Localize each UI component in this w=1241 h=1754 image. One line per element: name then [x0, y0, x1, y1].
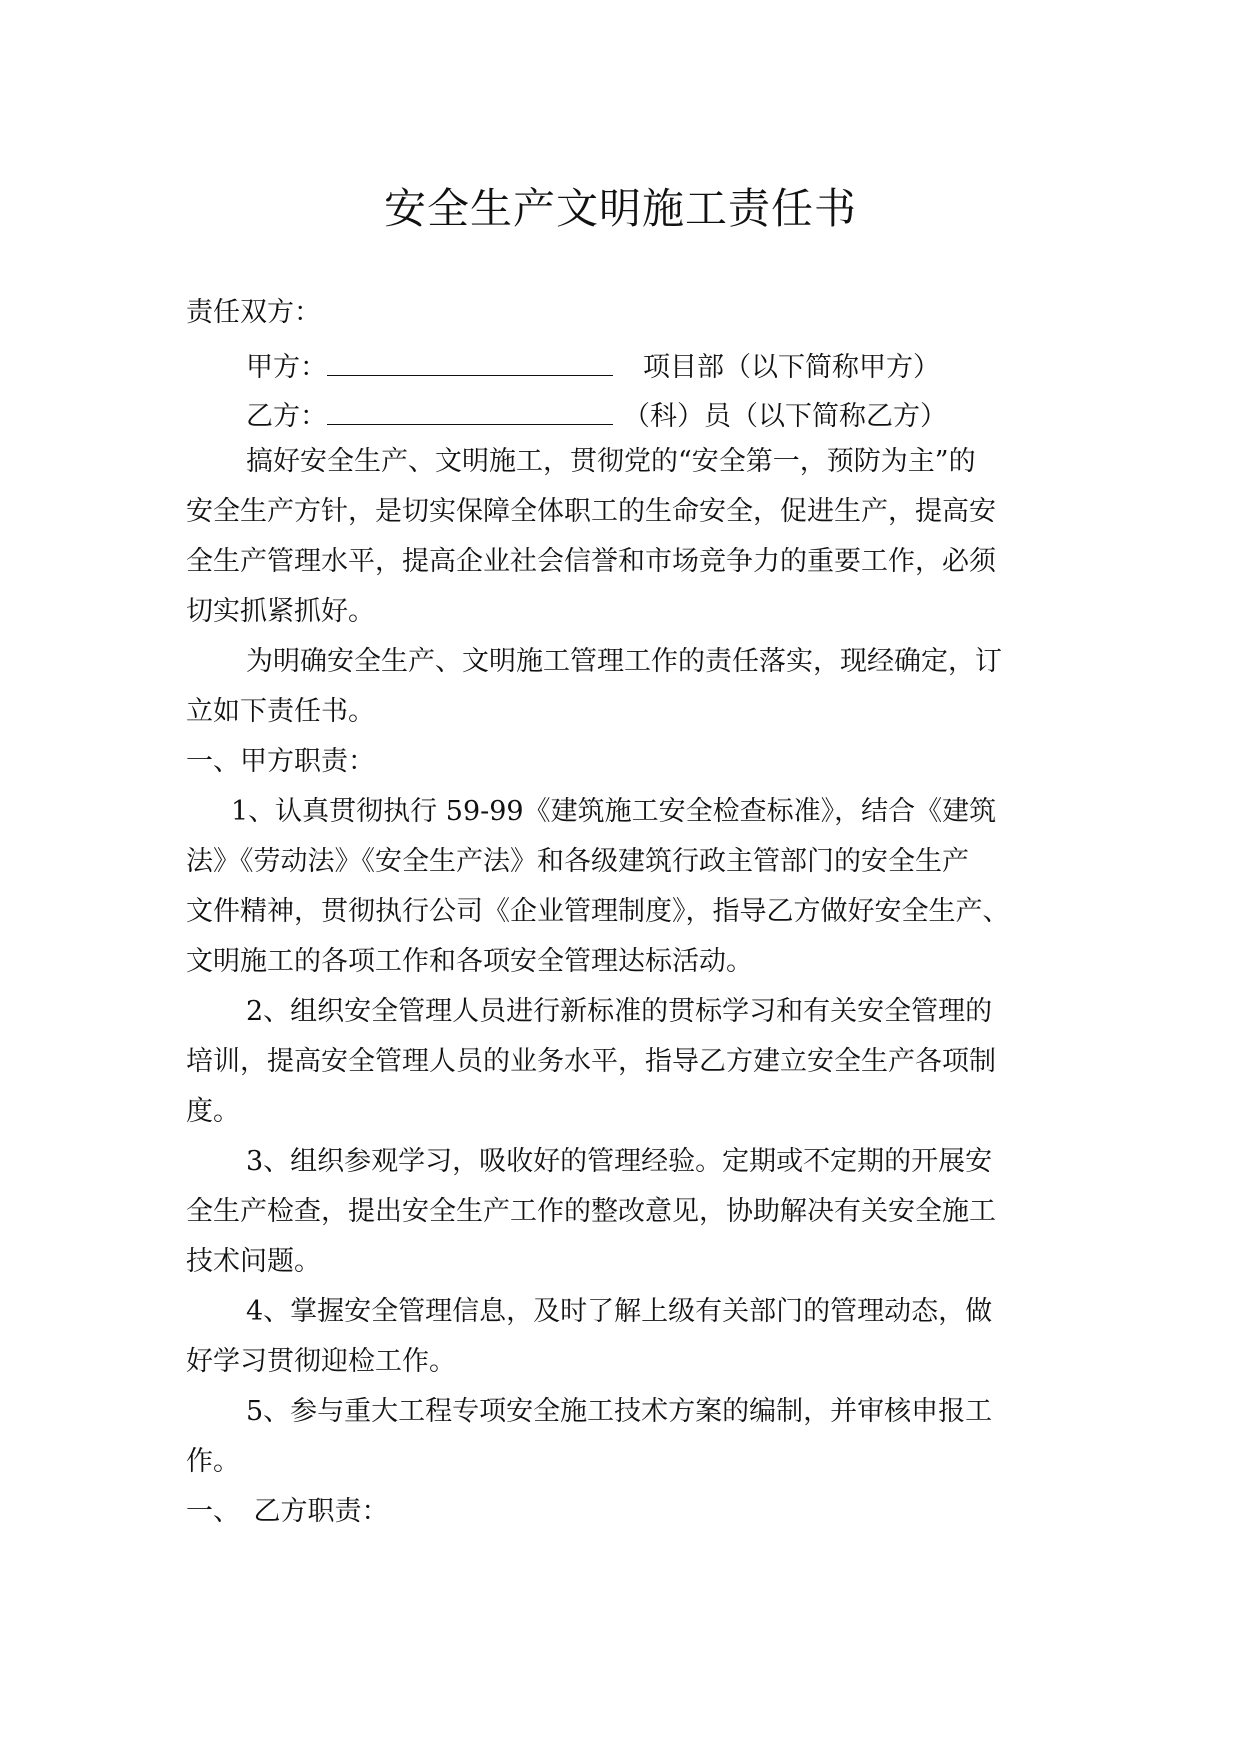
- party-b-suffix: （科）员（以下简称乙方）: [623, 401, 947, 432]
- paragraph-line: 文件精神，贯彻执行公司《企业管理制度》，指导乙方做好安全生产、: [186, 896, 1010, 927]
- paragraph-line: 技术问题。: [186, 1246, 321, 1277]
- paragraph-line: 为明确安全生产、文明施工管理工作的责任落实，现经确定，订: [246, 646, 1002, 677]
- party-a-label: 甲方：: [246, 352, 327, 383]
- party-b-line: [246, 394, 947, 435]
- paragraph-line: 文明施工的各项工作和各项安全管理达标活动。: [186, 946, 753, 977]
- paragraph-line: 度。: [186, 1096, 240, 1127]
- party-a-suffix: 项目部（以下简称甲方）: [643, 352, 940, 383]
- paragraph-line: 2、组织安全管理人员进行新标准的贯标学习和有关安全管理的: [246, 996, 993, 1027]
- party-b-label: 乙方：: [246, 401, 327, 432]
- paragraph-line: 作。: [186, 1446, 240, 1477]
- paragraph-line: 培训，提高安全管理人员的业务水平，指导乙方建立安全生产各项制: [186, 1046, 996, 1077]
- party-b-blank: [327, 394, 613, 425]
- paragraph-line: 5、参与重大工程专项安全施工技术方案的编制，并审核申报工: [246, 1396, 993, 1427]
- paragraph-line: 1、认真贯彻执行 59-99《建筑施工安全检查标准》，结合《建筑: [231, 796, 997, 827]
- paragraph-line: 法》《劳动法》《安全生产法》和各级建筑行政主管部门的安全生产: [186, 846, 969, 877]
- party-a-line: [246, 345, 940, 386]
- paragraph-line: 搞好安全生产、文明施工，贯彻党的“安全第一，预防为主”的: [246, 446, 976, 477]
- paragraph-line: 好学习贯彻迎检工作。: [186, 1346, 456, 1377]
- paragraph-line: 4、掌握安全管理信息，及时了解上级有关部门的管理动态，做: [246, 1296, 993, 1327]
- section-heading-party-a: 一、甲方职责：: [186, 746, 375, 777]
- party-a-blank: [327, 345, 613, 376]
- section-heading-party-b: 一、 乙方职责：: [186, 1496, 389, 1527]
- paragraph-line: 切实抓紧抓好。: [186, 596, 375, 627]
- paragraph-line: 3、组织参观学习，吸收好的管理经验。定期或不定期的开展安: [246, 1146, 993, 1177]
- paragraph-line: 全生产管理水平，提高企业社会信誉和市场竞争力的重要工作，必须: [186, 546, 996, 577]
- document-title: 安全生产文明施工责任书: [383, 184, 857, 233]
- paragraph-line: 全生产检查，提出安全生产工作的整改意见，协助解决有关安全施工: [186, 1196, 996, 1227]
- parties-label: 责任双方：: [186, 297, 321, 328]
- paragraph-line: 安全生产方针，是切实保障全体职工的生命安全，促进生产，提高安: [186, 496, 996, 527]
- paragraph-line: 立如下责任书。: [186, 696, 375, 727]
